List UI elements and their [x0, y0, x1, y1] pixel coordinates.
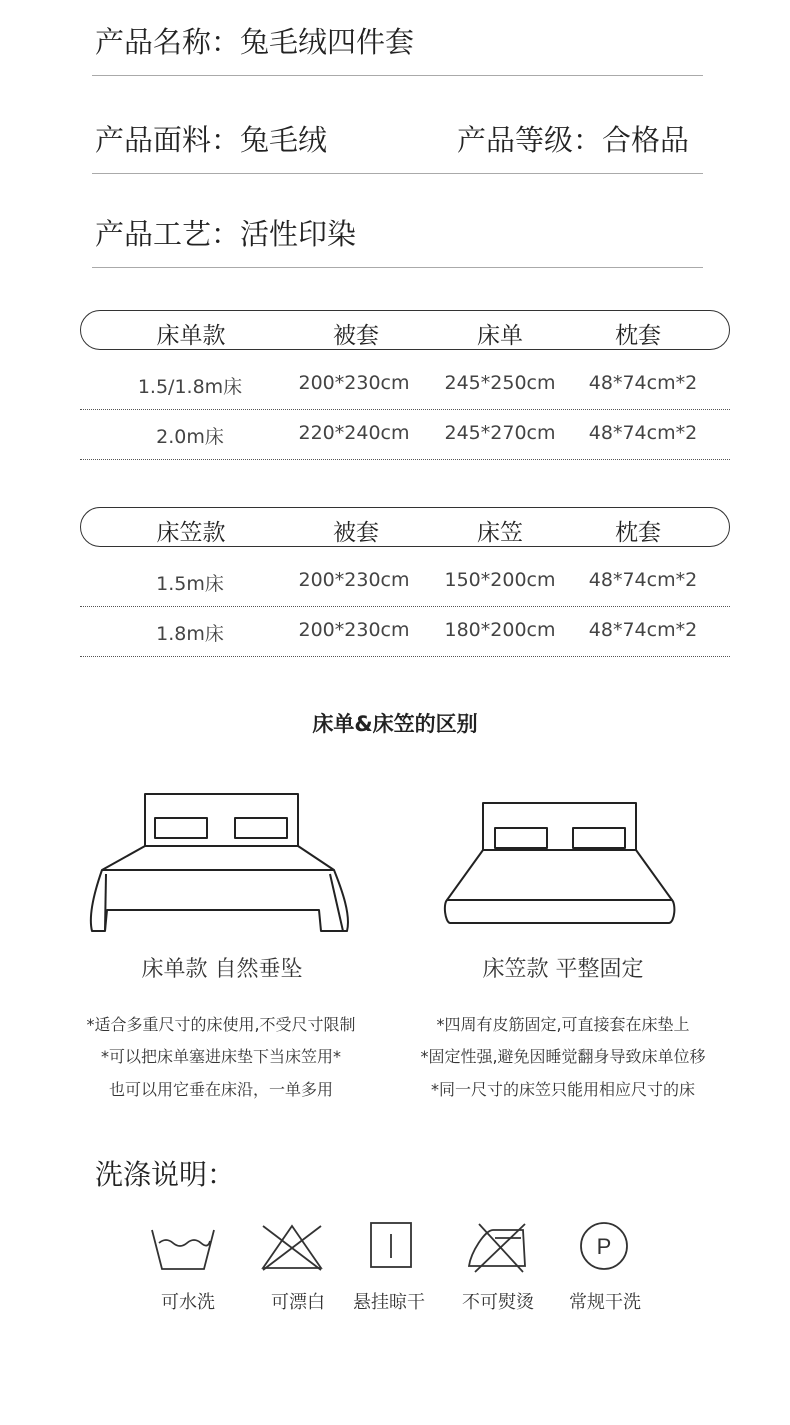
wash-label: 可漂白: [271, 1292, 325, 1313]
wash-label: 不可熨烫: [462, 1292, 534, 1313]
dry-clean-icon: [578, 1220, 630, 1272]
table-header-cell: 被套: [333, 323, 379, 349]
wash-label: 悬挂晾干: [353, 1292, 425, 1313]
spec-row-craft: [92, 174, 703, 268]
table-cell: 1.5m床: [156, 573, 224, 595]
flat-sheet-bed-icon: [85, 790, 355, 938]
table-row: [80, 410, 730, 460]
table-cell: 200*230cm: [298, 569, 410, 591]
fitted-sheet-caption: 床笠款 平整固定: [482, 957, 644, 982]
table-cell: 220*240cm: [298, 422, 410, 444]
table-cell: 200*230cm: [298, 372, 410, 394]
compare-title: 床单&床笠的区别: [312, 712, 478, 736]
no-iron-icon: [465, 1220, 531, 1274]
table-header: [80, 310, 730, 350]
table-header-cell: 床笠款: [156, 520, 226, 546]
table-cell: 48*74cm*2: [588, 619, 698, 641]
fitted-note: *同一尺寸的床笠只能用相应尺寸的床: [430, 1080, 696, 1099]
table-header: [80, 507, 730, 547]
table-cell: 150*200cm: [444, 569, 556, 591]
table-header-cell: 床笠: [477, 520, 523, 546]
table-cell: 245*250cm: [444, 372, 556, 394]
table-cell: 1.8m床: [156, 623, 224, 645]
spec-row-name: [92, 0, 703, 76]
size-table-fitted: [80, 507, 730, 658]
table-header-cell: 枕套: [615, 520, 661, 546]
table-cell: 48*74cm*2: [588, 569, 698, 591]
product-fabric: 产品面料：兔毛绒: [95, 123, 328, 157]
spec-row-fabric-grade: [92, 76, 703, 174]
washtub-icon: [150, 1225, 216, 1271]
fitted-sheet-bed-icon: [440, 800, 680, 928]
table-header-cell: 枕套: [615, 323, 661, 349]
wash-label: 常规干洗: [569, 1292, 641, 1313]
fitted-note: *四周有皮筋固定,可直接套在床垫上: [436, 1015, 690, 1034]
wash-label: 可水洗: [161, 1292, 215, 1313]
table-row: [80, 607, 730, 657]
table-row: [80, 557, 730, 607]
bleach-icon: [259, 1222, 325, 1272]
sheet-note: *可以把床单塞进床垫下当床笠用*: [100, 1047, 342, 1066]
table-cell: 48*74cm*2: [588, 372, 698, 394]
sheet-note: 也可以用它垂在床沿，一单多用: [108, 1080, 334, 1099]
product-craft: 产品工艺：活性印染: [95, 217, 357, 251]
sheet-note: *适合多重尺寸的床使用,不受尺寸限制: [86, 1015, 356, 1034]
table-cell: 2.0m床: [156, 426, 224, 448]
table-cell: 200*230cm: [298, 619, 410, 641]
table-header-cell: 被套: [333, 520, 379, 546]
table-cell: 48*74cm*2: [588, 422, 698, 444]
dry-clean-symbol: P: [596, 1234, 612, 1259]
table-cell: 180*200cm: [444, 619, 556, 641]
table-cell: 1.5/1.8m床: [137, 376, 243, 398]
size-table-sheet: [80, 310, 730, 461]
table-header-cell: 床单: [477, 323, 523, 349]
hang-dry-icon: [368, 1220, 414, 1270]
table-row: [80, 360, 730, 410]
flat-sheet-caption: 床单款 自然垂坠: [141, 957, 303, 982]
wash-title: 洗涤说明：: [95, 1158, 236, 1191]
fitted-note: *固定性强,避免因睡觉翻身导致床单位移: [420, 1047, 706, 1066]
table-cell: 245*270cm: [444, 422, 556, 444]
table-header-cell: 床单款: [156, 323, 226, 349]
product-name: 产品名称：兔毛绒四件套: [95, 25, 415, 59]
product-grade: 产品等级：合格品: [457, 123, 690, 157]
